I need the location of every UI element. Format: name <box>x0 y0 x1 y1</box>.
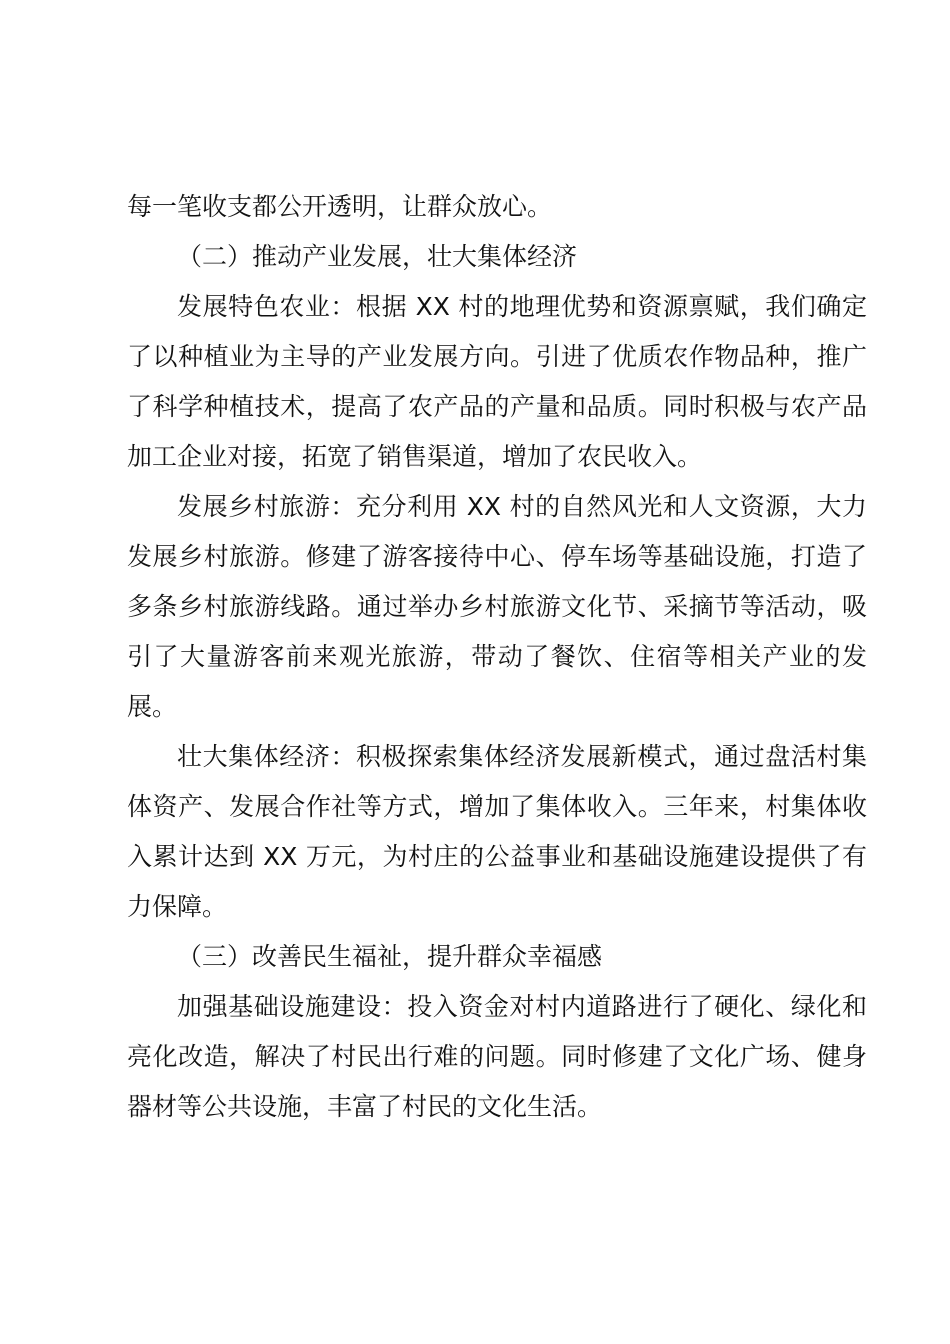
section-heading-3: （三）改善民生福祉，提升群众幸福感 <box>177 942 603 971</box>
paragraph-rural-tourism: 发展乡村旅游：充分利用 XX 村的自然风光和人文资源，大力发展乡村旅游。修建了游客接待中心、停车场等基础设施，打造了多条乡村旅游线路。通过举办乡村旅游文化节、采摘节等活动，吸引了大量游客前来观光旅游，带动了餐饮、住宿等相关产业的发展。 <box>127 492 867 721</box>
document-page <box>127 182 867 1132</box>
paragraph-infrastructure: 加强基础设施建设：投入资金对村内道路进行了硬化、绿化和亮化改造，解决了村民出行难的问题。同时修建了文化广场、健身器材等公共设施，丰富了村民的文化生活。 <box>127 992 867 1121</box>
paragraph-special-agriculture: 发展特色农业：根据 XX 村的地理优势和资源禀赋，我们确定了以种植业为主导的产业发展方向。引进了优质农作物品种，推广了科学种植技术，提高了农产品的产量和品质。同时积极与农产品加工企业对接，拓宽了销售渠道，增加了农民收入。 <box>127 292 867 471</box>
section-heading-2: （二）推动产业发展，壮大集体经济 <box>177 242 578 271</box>
paragraph-collective-economy: 壮大集体经济：积极探索集体经济发展新模式，通过盘活村集体资产、发展合作社等方式，增加了集体收入。三年来，村集体收入累计达到 XX 万元，为村庄的公益事业和基础设施建设提供了有力保障。 <box>127 742 867 921</box>
paragraph-continuation: 每一笔收支都公开透明，让群众放心。 <box>127 192 553 221</box>
